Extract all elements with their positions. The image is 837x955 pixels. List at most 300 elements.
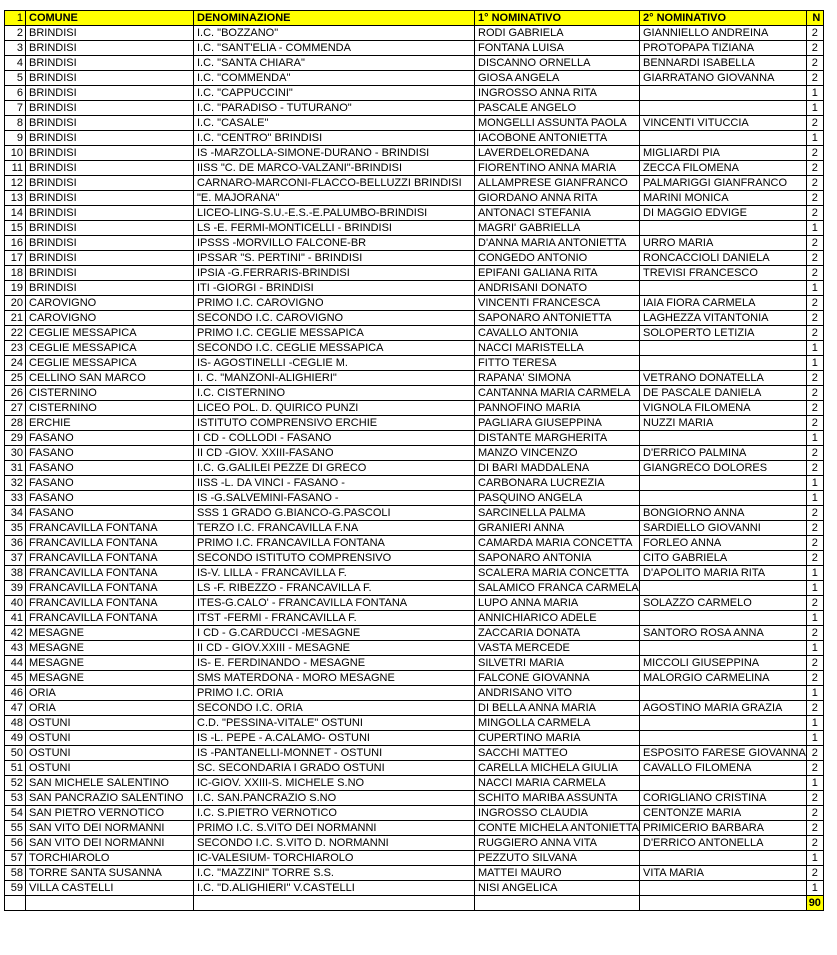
cell-comune: FRANCAVILLA FONTANA xyxy=(26,551,194,566)
cell-nominativo-2 xyxy=(640,221,807,236)
cell-denominazione: ITST -FERMI - FRANCAVILLA F. xyxy=(194,611,475,626)
cell-nominativo-2: CORIGLIANO CRISTINA xyxy=(640,791,807,806)
cell-comune: ORIA xyxy=(26,701,194,716)
cell-n: 2 xyxy=(806,116,823,131)
cell-n: 1 xyxy=(806,716,823,731)
row-number: 12 xyxy=(5,176,26,191)
cell-denominazione: I.C. "SANTA CHIARA" xyxy=(194,56,475,71)
cell-comune: BRINDISI xyxy=(26,116,194,131)
cell-nominativo-1: INGROSSO CLAUDIA xyxy=(475,806,640,821)
cell-nominativo-2 xyxy=(640,776,807,791)
cell-n: 1 xyxy=(806,341,823,356)
empty-cell xyxy=(194,896,475,911)
cell-nominativo-2: D'APOLITO MARIA RITA xyxy=(640,566,807,581)
table-row xyxy=(5,311,824,326)
cell-comune: CEGLIE MESSAPICA xyxy=(26,326,194,341)
table-row xyxy=(5,131,824,146)
cell-nominativo-1: RODI GABRIELA xyxy=(475,26,640,41)
cell-nominativo-1: PANNOFINO MARIA xyxy=(475,401,640,416)
table-row xyxy=(5,251,824,266)
cell-nominativo-1: DISCANNO ORNELLA xyxy=(475,56,640,71)
cell-nominativo-2: VIGNOLA FILOMENA xyxy=(640,401,807,416)
spreadsheet-table xyxy=(4,10,824,911)
row-number: 24 xyxy=(5,356,26,371)
cell-nominativo-1: FITTO TERESA xyxy=(475,356,640,371)
cell-comune: CISTERNINO xyxy=(26,401,194,416)
cell-denominazione: SECONDO I.C. ORIA xyxy=(194,701,475,716)
cell-denominazione: SC. SECONDARIA I GRADO OSTUNI xyxy=(194,761,475,776)
cell-nominativo-1: ANDRISANO VITO xyxy=(475,686,640,701)
row-number: 40 xyxy=(5,596,26,611)
row-number: 52 xyxy=(5,776,26,791)
row-number: 18 xyxy=(5,266,26,281)
cell-nominativo-1: GRANIERI ANNA xyxy=(475,521,640,536)
cell-nominativo-2: AGOSTINO MARIA GRAZIA xyxy=(640,701,807,716)
table-row xyxy=(5,266,824,281)
cell-nominativo-2: DE PASCALE DANIELA xyxy=(640,386,807,401)
cell-n: 2 xyxy=(806,506,823,521)
row-number: 15 xyxy=(5,221,26,236)
cell-comune: SAN VITO DEI NORMANNI xyxy=(26,836,194,851)
cell-nominativo-1: ZACCARIA DONATA xyxy=(475,626,640,641)
cell-n: 2 xyxy=(806,836,823,851)
cell-n: 1 xyxy=(806,131,823,146)
cell-n: 2 xyxy=(806,236,823,251)
table-row xyxy=(5,791,824,806)
cell-comune: BRINDISI xyxy=(26,221,194,236)
cell-nominativo-2: CAVALLO FILOMENA xyxy=(640,761,807,776)
cell-nominativo-1: CONTE MICHELA ANTONIETTA xyxy=(475,821,640,836)
row-number: 51 xyxy=(5,761,26,776)
cell-denominazione: I.C. "CAPPUCCINI" xyxy=(194,86,475,101)
row-number: 20 xyxy=(5,296,26,311)
cell-nominativo-2: BONGIORNO ANNA xyxy=(640,506,807,521)
cell-denominazione: PRIMO I.C. S.VITO DEI NORMANNI xyxy=(194,821,475,836)
table-row xyxy=(5,86,824,101)
cell-nominativo-2: GIANNIELLO ANDREINA xyxy=(640,26,807,41)
cell-comune: TORRE SANTA SUSANNA xyxy=(26,866,194,881)
cell-denominazione: I.C. G.GALILEI PEZZE DI GRECO xyxy=(194,461,475,476)
cell-denominazione: LICEO POL. D. QUIRICO PUNZI xyxy=(194,401,475,416)
cell-nominativo-1: LUPO ANNA MARIA xyxy=(475,596,640,611)
table-row xyxy=(5,536,824,551)
cell-n: 2 xyxy=(806,671,823,686)
cell-denominazione: LS -F. RIBEZZO - FRANCAVILLA F. xyxy=(194,581,475,596)
cell-denominazione: SECONDO I.C. CEGLIE MESSAPICA xyxy=(194,341,475,356)
cell-nominativo-1: CARBONARA LUCREZIA xyxy=(475,476,640,491)
cell-n: 2 xyxy=(806,806,823,821)
empty-cell xyxy=(475,896,640,911)
cell-nominativo-1: SACCHI MATTEO xyxy=(475,746,640,761)
table-row xyxy=(5,746,824,761)
table-row xyxy=(5,626,824,641)
table-row xyxy=(5,191,824,206)
cell-denominazione: "E. MAJORANA" xyxy=(194,191,475,206)
cell-n: 1 xyxy=(806,566,823,581)
cell-nominativo-1: IACOBONE ANTONIETTA xyxy=(475,131,640,146)
row-number: 17 xyxy=(5,251,26,266)
cell-denominazione: C.D. "PESSINA-VITALE" OSTUNI xyxy=(194,716,475,731)
cell-comune: BRINDISI xyxy=(26,131,194,146)
cell-nominativo-2 xyxy=(640,851,807,866)
table-row xyxy=(5,356,824,371)
cell-comune: BRINDISI xyxy=(26,176,194,191)
cell-nominativo-1: MATTEI MAURO xyxy=(475,866,640,881)
cell-denominazione: I.C. "BOZZANO" xyxy=(194,26,475,41)
cell-n: 1 xyxy=(806,641,823,656)
cell-denominazione: I.C. "MAZZINI" TORRE S.S. xyxy=(194,866,475,881)
cell-comune: OSTUNI xyxy=(26,731,194,746)
cell-n: 1 xyxy=(806,431,823,446)
cell-comune: BRINDISI xyxy=(26,56,194,71)
cell-nominativo-2 xyxy=(640,641,807,656)
cell-denominazione: IS- AGOSTINELLI -CEGLIE M. xyxy=(194,356,475,371)
row-number: 35 xyxy=(5,521,26,536)
cell-comune: TORCHIAROLO xyxy=(26,851,194,866)
row-number: 41 xyxy=(5,611,26,626)
cell-n: 2 xyxy=(806,461,823,476)
row-number: 6 xyxy=(5,86,26,101)
cell-denominazione: I.C. "CASALE" xyxy=(194,116,475,131)
cell-denominazione: ITES-G.CALO' - FRANCAVILLA FONTANA xyxy=(194,596,475,611)
cell-nominativo-2: NUZZI MARIA xyxy=(640,416,807,431)
cell-nominativo-1: PEZZUTO SILVANA xyxy=(475,851,640,866)
cell-denominazione: IS-V. LILLA - FRANCAVILLA F. xyxy=(194,566,475,581)
table-row xyxy=(5,401,824,416)
cell-comune: FASANO xyxy=(26,431,194,446)
cell-n: 2 xyxy=(806,536,823,551)
cell-nominativo-1: D'ANNA MARIA ANTONIETTA xyxy=(475,236,640,251)
cell-denominazione: IS -G.SALVEMINI-FASANO - xyxy=(194,491,475,506)
cell-comune: CAROVIGNO xyxy=(26,311,194,326)
row-number: 31 xyxy=(5,461,26,476)
cell-comune: SAN PIETRO VERNOTICO xyxy=(26,806,194,821)
cell-comune: MESAGNE xyxy=(26,626,194,641)
cell-comune: CEGLIE MESSAPICA xyxy=(26,356,194,371)
cell-n: 1 xyxy=(806,881,823,896)
table-row xyxy=(5,71,824,86)
table-row xyxy=(5,506,824,521)
cell-nominativo-1: VASTA MERCEDE xyxy=(475,641,640,656)
cell-nominativo-1: SARCINELLA PALMA xyxy=(475,506,640,521)
cell-comune: SAN VITO DEI NORMANNI xyxy=(26,821,194,836)
cell-nominativo-1: SAPONARO ANTONIA xyxy=(475,551,640,566)
cell-n: 2 xyxy=(806,446,823,461)
cell-nominativo-2 xyxy=(640,281,807,296)
table-row xyxy=(5,416,824,431)
cell-denominazione: I.C. "PARADISO - TUTURANO" xyxy=(194,101,475,116)
empty-cell xyxy=(26,896,194,911)
cell-comune: BRINDISI xyxy=(26,146,194,161)
cell-nominativo-1: MANZO VINCENZO xyxy=(475,446,640,461)
cell-nominativo-2: FORLEO ANNA xyxy=(640,536,807,551)
row-number: 46 xyxy=(5,686,26,701)
cell-nominativo-1: MINGOLLA CARMELA xyxy=(475,716,640,731)
cell-denominazione: I.C. "COMMENDA" xyxy=(194,71,475,86)
cell-nominativo-2 xyxy=(640,491,807,506)
cell-n: 2 xyxy=(806,626,823,641)
cell-denominazione: LICEO-LING-S.U.-E.S.-E.PALUMBO-BRINDISI xyxy=(194,206,475,221)
cell-denominazione: IC-VALESIUM- TORCHIAROLO xyxy=(194,851,475,866)
cell-denominazione: IS -MARZOLLA-SIMONE-DURANO - BRINDISI xyxy=(194,146,475,161)
cell-nominativo-2: SOLOPERTO LETIZIA xyxy=(640,326,807,341)
cell-nominativo-1: CAVALLO ANTONIA xyxy=(475,326,640,341)
cell-comune: CISTERNINO xyxy=(26,386,194,401)
cell-nominativo-2: BENNARDI ISABELLA xyxy=(640,56,807,71)
table-row xyxy=(5,221,824,236)
row-number: 42 xyxy=(5,626,26,641)
cell-nominativo-2: SOLAZZO CARMELO xyxy=(640,596,807,611)
cell-denominazione: II CD -GIOV. XXIII-FASANO xyxy=(194,446,475,461)
row-number: 54 xyxy=(5,806,26,821)
row-number: 56 xyxy=(5,836,26,851)
row-number: 1 xyxy=(5,11,26,26)
cell-comune: CAROVIGNO xyxy=(26,296,194,311)
table-row xyxy=(5,611,824,626)
cell-nominativo-2: D'ERRICO PALMINA xyxy=(640,446,807,461)
cell-comune: BRINDISI xyxy=(26,206,194,221)
cell-comune: CELLINO SAN MARCO xyxy=(26,371,194,386)
cell-denominazione: I.C. SAN.PANCRAZIO S.NO xyxy=(194,791,475,806)
cell-nominativo-1: PASCALE ANGELO xyxy=(475,101,640,116)
cell-n: 1 xyxy=(806,491,823,506)
cell-n: 2 xyxy=(806,386,823,401)
cell-nominativo-2 xyxy=(640,611,807,626)
cell-comune: FASANO xyxy=(26,491,194,506)
table-row xyxy=(5,461,824,476)
row-number: 9 xyxy=(5,131,26,146)
cell-nominativo-2: MIGLIARDI PIA xyxy=(640,146,807,161)
table-row xyxy=(5,701,824,716)
row-number: 21 xyxy=(5,311,26,326)
cell-nominativo-2: PALMARIGGI GIANFRANCO xyxy=(640,176,807,191)
cell-nominativo-2: LAGHEZZA VITANTONIA xyxy=(640,311,807,326)
table-row xyxy=(5,566,824,581)
cell-nominativo-1: CUPERTINO MARIA xyxy=(475,731,640,746)
cell-denominazione: IC-GIOV. XXIII-S. MICHELE S.NO xyxy=(194,776,475,791)
cell-nominativo-1: SALAMICO FRANCA CARMELA xyxy=(475,581,640,596)
cell-nominativo-2: MARINI MONICA xyxy=(640,191,807,206)
cell-n: 2 xyxy=(806,371,823,386)
row-number: 26 xyxy=(5,386,26,401)
row-number: 37 xyxy=(5,551,26,566)
row-number: 53 xyxy=(5,791,26,806)
cell-denominazione: PRIMO I.C. CEGLIE MESSAPICA xyxy=(194,326,475,341)
cell-nominativo-1: GIOSA ANGELA xyxy=(475,71,640,86)
cell-n: 1 xyxy=(806,281,823,296)
table-row xyxy=(5,41,824,56)
cell-denominazione: SECONDO I.C. CAROVIGNO xyxy=(194,311,475,326)
row-number: 10 xyxy=(5,146,26,161)
cell-nominativo-1: SAPONARO ANTONIETTA xyxy=(475,311,640,326)
empty-cell xyxy=(640,896,807,911)
cell-nominativo-1: CAMARDA MARIA CONCETTA xyxy=(475,536,640,551)
row-number: 30 xyxy=(5,446,26,461)
row-number: 36 xyxy=(5,536,26,551)
table-row xyxy=(5,146,824,161)
table-row xyxy=(5,491,824,506)
cell-nominativo-1: FALCONE GIOVANNA xyxy=(475,671,640,686)
cell-nominativo-1: PASQUINO ANGELA xyxy=(475,491,640,506)
cell-nominativo-2: VITA MARIA xyxy=(640,866,807,881)
cell-nominativo-2: MALORGIO CARMELINA xyxy=(640,671,807,686)
table-row xyxy=(5,686,824,701)
row-number: 22 xyxy=(5,326,26,341)
cell-denominazione: IPSIA -G.FERRARIS-BRINDISI xyxy=(194,266,475,281)
table-row xyxy=(5,671,824,686)
cell-n: 2 xyxy=(806,311,823,326)
cell-comune: FASANO xyxy=(26,461,194,476)
row-number: 4 xyxy=(5,56,26,71)
cell-comune: BRINDISI xyxy=(26,191,194,206)
cell-comune: OSTUNI xyxy=(26,746,194,761)
cell-n: 1 xyxy=(806,686,823,701)
cell-nominativo-2 xyxy=(640,431,807,446)
cell-n: 2 xyxy=(806,56,823,71)
cell-nominativo-2: ESPOSITO FARESE GIOVANNA xyxy=(640,746,807,761)
row-number: 13 xyxy=(5,191,26,206)
cell-nominativo-1: FONTANA LUISA xyxy=(475,41,640,56)
cell-nominativo-2: MICCOLI GIUSEPPINA xyxy=(640,656,807,671)
cell-nominativo-2: ZECCA FILOMENA xyxy=(640,161,807,176)
cell-denominazione: I.C. "CENTRO" BRINDISI xyxy=(194,131,475,146)
table-row xyxy=(5,656,824,671)
table-row xyxy=(5,161,824,176)
cell-n: 2 xyxy=(806,401,823,416)
cell-comune: BRINDISI xyxy=(26,41,194,56)
table-row xyxy=(5,281,824,296)
cell-n: 2 xyxy=(806,206,823,221)
cell-comune: FRANCAVILLA FONTANA xyxy=(26,521,194,536)
table-row xyxy=(5,26,824,41)
table-row xyxy=(5,236,824,251)
table-row xyxy=(5,176,824,191)
cell-nominativo-1: ALLAMPRESE GIANFRANCO xyxy=(475,176,640,191)
row-number: 50 xyxy=(5,746,26,761)
row-number: 43 xyxy=(5,641,26,656)
table-row xyxy=(5,851,824,866)
cell-nominativo-1: CARELLA MICHELA GIULIA xyxy=(475,761,640,776)
cell-n: 2 xyxy=(806,746,823,761)
cell-comune: FASANO xyxy=(26,506,194,521)
cell-nominativo-1: SILVETRI MARIA xyxy=(475,656,640,671)
cell-nominativo-2: VETRANO DONATELLA xyxy=(640,371,807,386)
table-row xyxy=(5,866,824,881)
cell-n: 2 xyxy=(806,296,823,311)
cell-comune: BRINDISI xyxy=(26,251,194,266)
cell-nominativo-2: URRO MARIA xyxy=(640,236,807,251)
cell-denominazione: ISTITUTO COMPRENSIVO ERCHIE xyxy=(194,416,475,431)
cell-denominazione: IPSSS -MORVILLO FALCONE-BR xyxy=(194,236,475,251)
cell-comune: ORIA xyxy=(26,686,194,701)
cell-denominazione: LS -E. FERMI-MONTICELLI - BRINDISI xyxy=(194,221,475,236)
cell-nominativo-2: GIARRATANO GIOVANNA xyxy=(640,71,807,86)
cell-comune: MESAGNE xyxy=(26,641,194,656)
cell-nominativo-1: SCALERA MARIA CONCETTA xyxy=(475,566,640,581)
table-row xyxy=(5,716,824,731)
cell-n: 2 xyxy=(806,521,823,536)
table-row xyxy=(5,641,824,656)
table-row xyxy=(5,116,824,131)
cell-nominativo-1: VINCENTI FRANCESCA xyxy=(475,296,640,311)
table-row xyxy=(5,476,824,491)
cell-comune: ERCHIE xyxy=(26,416,194,431)
row-number: 3 xyxy=(5,41,26,56)
cell-nominativo-2: SANTORO ROSA ANNA xyxy=(640,626,807,641)
cell-nominativo-2 xyxy=(640,341,807,356)
cell-denominazione: IISS "C. DE MARCO-VALZANI"-BRINDISI xyxy=(194,161,475,176)
cell-comune: OSTUNI xyxy=(26,761,194,776)
cell-nominativo-2: PRIMICERIO BARBARA xyxy=(640,821,807,836)
cell-nominativo-2 xyxy=(640,881,807,896)
table-row xyxy=(5,881,824,896)
cell-denominazione: IS -L. PEPE - A.CALAMO- OSTUNI xyxy=(194,731,475,746)
row-number: 27 xyxy=(5,401,26,416)
column-header-denominazione: DENOMINAZIONE xyxy=(194,11,475,26)
row-number: 44 xyxy=(5,656,26,671)
cell-nominativo-1: MAGRI' GABRIELLA xyxy=(475,221,640,236)
cell-nominativo-1: ANNICHIARICO ADELE xyxy=(475,611,640,626)
cell-n: 1 xyxy=(806,851,823,866)
row-number: 16 xyxy=(5,236,26,251)
cell-n: 2 xyxy=(806,326,823,341)
cell-comune: FRANCAVILLA FONTANA xyxy=(26,611,194,626)
cell-comune: BRINDISI xyxy=(26,161,194,176)
cell-nominativo-1: LAVERDELOREDANA xyxy=(475,146,640,161)
cell-n: 2 xyxy=(806,866,823,881)
table-row xyxy=(5,821,824,836)
cell-nominativo-2 xyxy=(640,131,807,146)
cell-comune: SAN MICHELE SALENTINO xyxy=(26,776,194,791)
row-number: 58 xyxy=(5,866,26,881)
row-number: 49 xyxy=(5,731,26,746)
cell-nominativo-2 xyxy=(640,581,807,596)
cell-nominativo-1: DI BARI MADDALENA xyxy=(475,461,640,476)
row-number: 23 xyxy=(5,341,26,356)
column-header-n: N xyxy=(806,11,823,26)
cell-n: 2 xyxy=(806,191,823,206)
table-row xyxy=(5,446,824,461)
header-row xyxy=(5,11,824,26)
cell-n: 2 xyxy=(806,176,823,191)
cell-denominazione: ITI -GIORGI - BRINDISI xyxy=(194,281,475,296)
row-number: 45 xyxy=(5,671,26,686)
cell-comune: BRINDISI xyxy=(26,86,194,101)
cell-denominazione: SMS MATERDONA - MORO MESAGNE xyxy=(194,671,475,686)
row-number: 33 xyxy=(5,491,26,506)
cell-n: 2 xyxy=(806,266,823,281)
cell-denominazione: SECONDO ISTITUTO COMPRENSIVO xyxy=(194,551,475,566)
cell-comune: OSTUNI xyxy=(26,716,194,731)
cell-comune: MESAGNE xyxy=(26,671,194,686)
table-row xyxy=(5,341,824,356)
cell-n: 2 xyxy=(806,251,823,266)
cell-nominativo-1: SCHITO MARIBA ASSUNTA xyxy=(475,791,640,806)
row-number: 11 xyxy=(5,161,26,176)
cell-comune: FASANO xyxy=(26,476,194,491)
cell-n: 1 xyxy=(806,356,823,371)
row-number: 48 xyxy=(5,716,26,731)
cell-comune: BRINDISI xyxy=(26,281,194,296)
cell-denominazione: SSS 1 GRADO G.BIANCO-G.PASCOLI xyxy=(194,506,475,521)
row-number: 28 xyxy=(5,416,26,431)
row-number: 32 xyxy=(5,476,26,491)
table-row xyxy=(5,551,824,566)
cell-n: 1 xyxy=(806,581,823,596)
cell-n: 2 xyxy=(806,26,823,41)
cell-n: 1 xyxy=(806,101,823,116)
cell-nominativo-2 xyxy=(640,686,807,701)
